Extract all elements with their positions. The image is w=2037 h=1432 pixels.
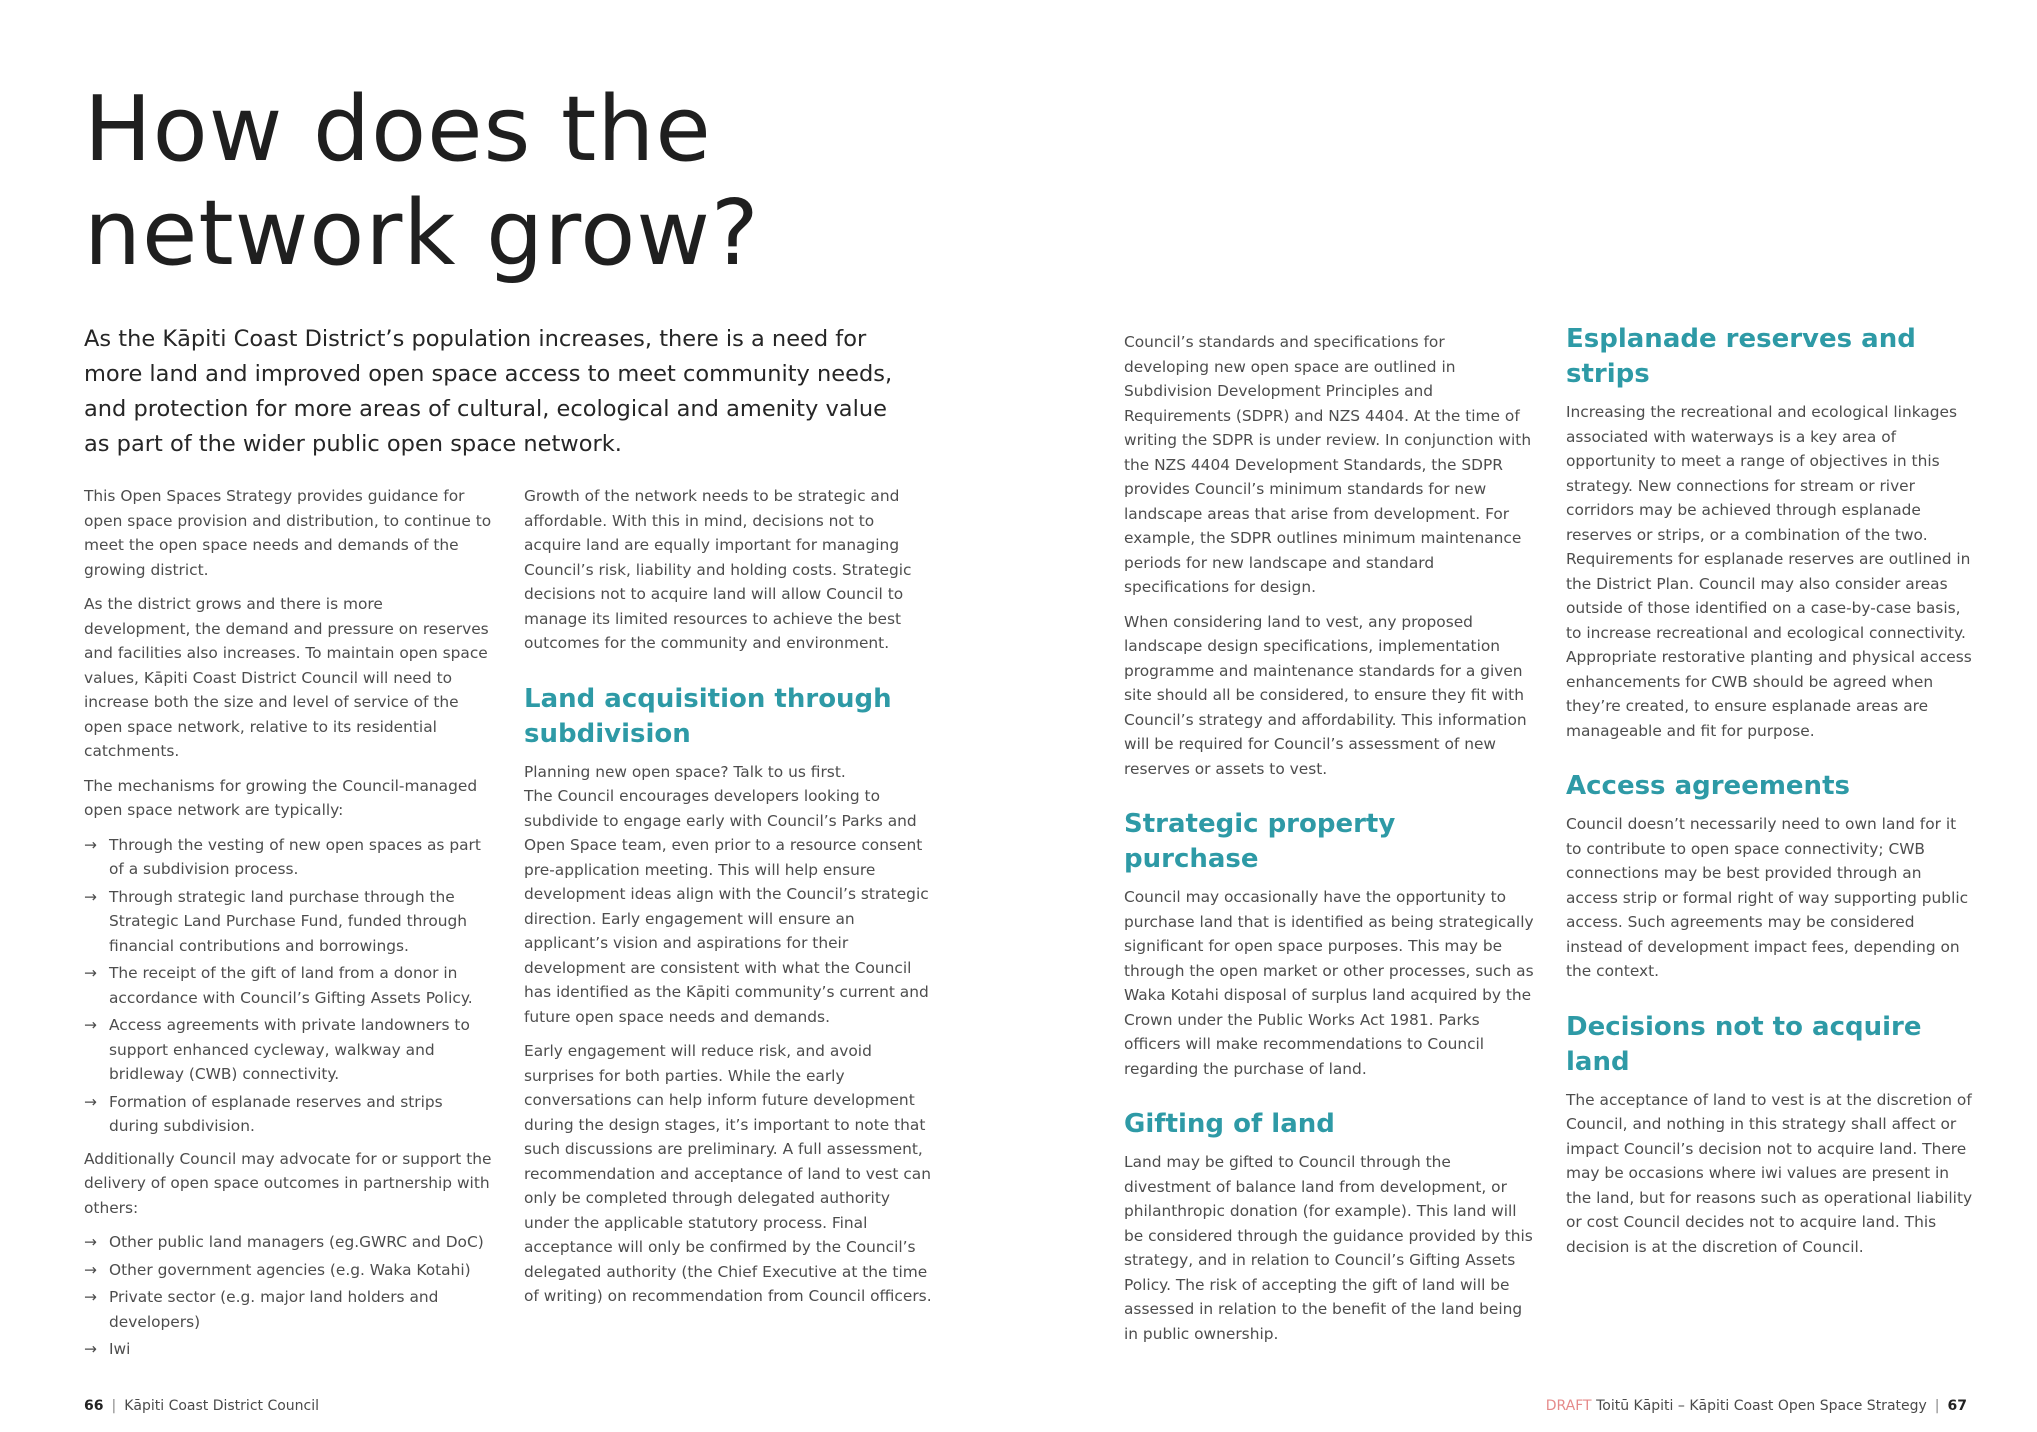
- heading-land-acquisition: Land acquisition through subdivision: [524, 683, 892, 749]
- gifting-paragraph: Land may be gifted to Council through the divestment of balance land from development, or philanthropic donation (for example). This land will be considered through the guidance provided by this strategy, and in relation to Council’s Gifting Assets Policy. The risk of accepting the gift of land will be assessed in relation to the benefit of the land being in public ownership.: [1124, 1153, 1533, 1343]
- intro-paragraph: This Open Spaces Strategy provides guidance for open space provision and distribution, to continue to meet the open space needs and demands of the growing district.: [84, 487, 492, 579]
- planning-body: The Council encourages developers looking to subdivide to engage early with Council’s Parks and Open Space team, even prior to a resource consent pre-application meeting. This will help ensure development ideas align with the Council’s strategic direction. Early engagement will ensure an applicant’s vision and aspirations for their development are consistent with what the Council has identified as the Kāpiti community’s current and future open space needs and demands.: [524, 787, 929, 1026]
- planning-callout: Planning new open space? Talk to us first.: [524, 762, 846, 781]
- column-1: [84, 484, 494, 1370]
- planning-paragraph: [524, 760, 934, 1030]
- arrow-right-icon: →: [84, 1340, 97, 1358]
- growth-paragraph: As the district grows and there is more development, the demand and pressure on reserves and facilities also increases. To maintain open space values, Kāpiti Coast District Council will need to increase both the size and level of service of the open space network, relative to its residential catchments.: [84, 595, 489, 760]
- partnership-paragraph: Additionally Council may advocate for or support the delivery of open space outcomes in partnership with others:: [84, 1149, 492, 1217]
- esplanade-paragraph: Increasing the recreational and ecological linkages associated with waterways is a key area of opportunity to meet a range of objectives in this strategy. New connections for stream or river corridors may be achieved through esplanade reserves or strips, or a combination of the two. Requirements for esplanade reserves are outlined in the District Plan. Council may also consider areas outside of those identified on a case-by-case basis, to increase recreational and ecological connectivity. Appropriate restorative planting and physical access enhancements for CWB should be agreed when they’re created, to ensure esplanade areas are manageable and fit for purpose.: [1566, 403, 1972, 740]
- arrow-right-icon: →: [84, 964, 97, 982]
- heading-esplanade: Esplanade reserves and strips: [1566, 324, 1916, 389]
- footer-left-text: Kāpiti Coast District Council: [124, 1398, 320, 1414]
- page-title: [84, 78, 760, 286]
- page-number-left: 66: [84, 1398, 104, 1414]
- arrow-right-icon: →: [84, 887, 97, 906]
- standards-paragraph: Council’s standards and specifications for developing new open space are outlined in Subdivision Development Principles and Requirements (SDPR) and NZS 4404. At the time of writing the SDPR is under review. In conjunction with the NZS 4404 Development Standards, the SDPR provides Council’s minimum standards for new landscape areas that arise from development. For example, the SDPR outlines minimum maintenance periods for new landscape and standard specifications for design.: [1124, 333, 1532, 596]
- strategic-growth-paragraph: Growth of the network needs to be strategic and affordable. With this in mind, decisions not to acquire land are equally important for managing Council’s risk, liability and holding costs. Strategic decisions not to acquire land will allow Council to manage its limited resources to achieve the best outcomes for the community and environment.: [524, 487, 912, 652]
- footer-separator: |: [111, 1398, 117, 1414]
- strategic-purchase-paragraph: Council may occasionally have the opportunity to purchase land that is identified as being strategically significant for open space purposes. This may be through the open market or other processes, such as Waka Kotahi disposal of surplus land acquired by the Crown under the Public Works Act 1981. Parks officers will make recommendations to Council regarding the purchase of land.: [1124, 888, 1534, 1078]
- heading-access-agreements: Access agreements: [1566, 771, 1850, 801]
- list-item: → Private sector (e.g. major land holders and developers): [84, 1285, 494, 1334]
- engagement-paragraph: Early engagement will reduce risk, and avoid surprises for both parties. While the early conversations can help inform future development during the design stages, it’s important to note that such discussions are preliminary. A full assessment, recommendation and acceptance of land to vest can only be completed through delegated authority under the applicable statutory process. Final acceptance will only be confirmed by the Council’s delegated authority (the Chief Executive at the time of writing) on recommendation from Council officers.: [524, 1042, 932, 1305]
- arrow-right-icon: →: [84, 1260, 97, 1279]
- land-to-vest-paragraph: When considering land to vest, any proposed landscape design specifications, implementation programme and maintenance standards for a given site should all be considered, to ensure they fit with Council’s strategy and affordability. This information will be required for Council’s assessment of new reserves or assets to vest.: [1124, 612, 1527, 778]
- mechanisms-intro: The mechanisms for growing the Council-managed open space network are typically:: [84, 776, 478, 819]
- heading-strategic-purchase: Strategic property purchase: [1124, 809, 1396, 874]
- decisions-paragraph: The acceptance of land to vest is at the discretion of Council, and nothing in this strategy shall affect or impact Council’s decision not to acquire land. There may be occasions where iwi values are present in the land, but for reasons such as operational liability or cost Council decides not to acquire land. This decision is at the discretion of Council.: [1566, 1090, 1973, 1256]
- draft-label: DRAFT: [1545, 1398, 1592, 1414]
- arrow-right-icon: →: [84, 1288, 97, 1306]
- arrow-right-icon: →: [84, 835, 97, 854]
- heading-gifting: Gifting of land: [1124, 1109, 1335, 1139]
- lead-paragraph: As the Kāpiti Coast District’s population increases, there is a need for more land and improved open space access to meet community needs, and protection for more areas of cultural, ecological and amenity value as part of the wider public open space network.: [84, 326, 893, 457]
- heading-decisions: Decisions not to acquire land: [1566, 1011, 1922, 1077]
- footer-right-text: Toitū Kāpiti – Kāpiti Coast Open Space Strategy: [1596, 1398, 1927, 1414]
- arrow-right-icon: →: [84, 1016, 97, 1034]
- list-item: → The receipt of the gift of land from a donor in accordance with Council’s Gifting Assets Policy.: [84, 961, 494, 1010]
- list-item: → Formation of esplanade reserves and strips during subdivision.: [84, 1090, 494, 1139]
- footer-left: [84, 1396, 319, 1416]
- list-item: → Through the vesting of new open spaces as part of a subdivision process.: [84, 833, 494, 882]
- column-3: [1124, 330, 1534, 1356]
- column-2: [524, 484, 934, 1319]
- list-item: → Iwi: [84, 1337, 494, 1362]
- page-title-line-2: network grow?: [84, 181, 760, 286]
- column-4: [1566, 322, 1976, 1269]
- page-title-line-1: How does the: [84, 77, 712, 182]
- list-item: → Other government agencies (e.g. Waka Kotahi): [84, 1258, 494, 1283]
- footer-right: [1546, 1396, 1967, 1416]
- access-paragraph: Council doesn’t necessarily need to own land for it to contribute to open space connectivity; CWB connections may be best provided through an access strip or formal right of way supporting public access. Such agreements may be considered instead of development impact fees, depending on the context.: [1566, 815, 1969, 980]
- list-item: → Access agreements with private landowners to support enhanced cycleway, walkway and bridleway (CWB) connectivity.: [84, 1013, 494, 1087]
- page-number-right: 67: [1947, 1398, 1967, 1414]
- partners-list: [84, 1230, 494, 1362]
- list-item: → Through strategic land purchase through the Strategic Land Purchase Fund, funded through financial contributions and borrowings.: [84, 885, 494, 959]
- arrow-right-icon: →: [84, 1233, 97, 1251]
- list-item: → Other public land managers (eg.GWRC and DoC): [84, 1230, 494, 1255]
- footer-separator: |: [1934, 1398, 1940, 1414]
- arrow-right-icon: →: [84, 1092, 97, 1111]
- mechanisms-list: [84, 833, 494, 1139]
